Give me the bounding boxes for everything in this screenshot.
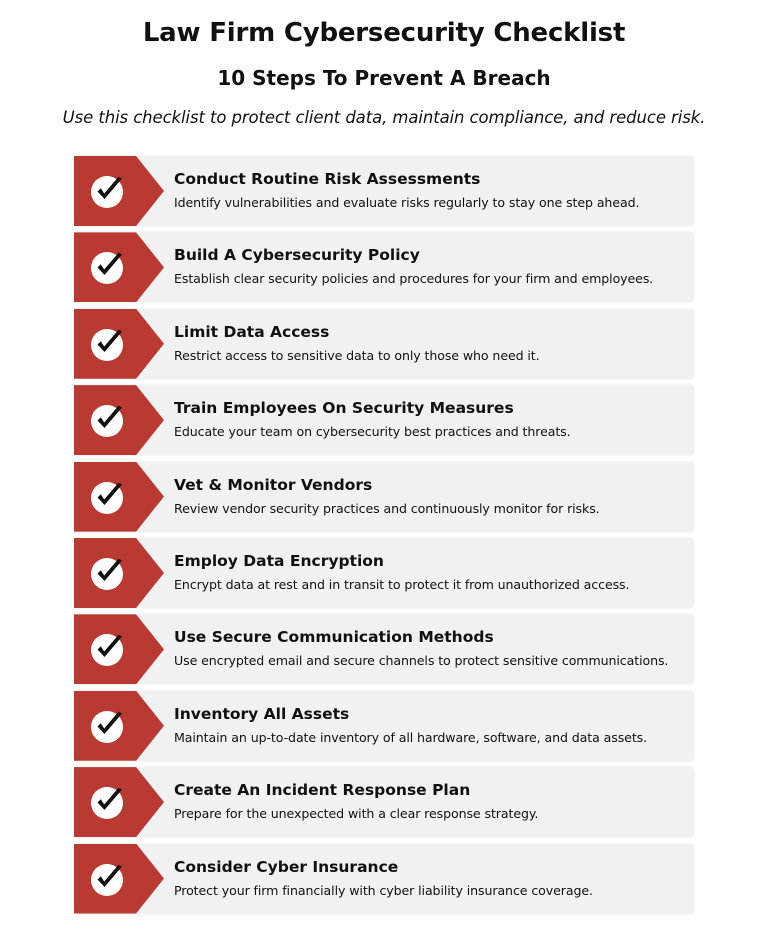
page-subtitle: 10 Steps To Prevent A Breach (217, 66, 551, 90)
check-icon (90, 328, 124, 362)
item-badge (74, 385, 164, 455)
checklist-item (74, 767, 694, 837)
item-title: Vet & Monitor Vendors (174, 475, 373, 494)
item-description: Establish clear security policies and procedures for your firm and employees. (174, 271, 654, 287)
checklist-item (74, 462, 694, 532)
check-icon (90, 175, 124, 209)
item-description: Prepare for the unexpected with a clear response strategy. (174, 806, 539, 822)
item-title: Employ Data Encryption (174, 551, 384, 570)
item-description: Review vendor security practices and continuously monitor for risks. (174, 500, 600, 516)
item-description: Protect your firm financially with cyber liability insurance coverage. (174, 882, 593, 898)
item-badge (74, 156, 164, 226)
item-title: Consider Cyber Insurance (174, 857, 399, 876)
item-title: Limit Data Access (174, 322, 330, 341)
item-title: Create An Incident Response Plan (174, 781, 471, 800)
item-title: Inventory All Assets (174, 704, 350, 723)
checklist (74, 156, 694, 920)
intro-text: Use this checklist to protect client data, maintain compliance, and reduce risk. (62, 108, 706, 127)
item-description: Restrict access to sensitive data to only those who need it. (174, 347, 540, 363)
item-badge (74, 614, 164, 684)
item-badge (74, 462, 164, 532)
item-description: Encrypt data at rest and in transit to protect it from unauthorized access. (174, 576, 630, 592)
check-icon (90, 863, 124, 897)
checklist-item (74, 614, 694, 684)
checklist-item (74, 691, 694, 761)
check-icon (90, 633, 124, 667)
item-description: Use encrypted email and secure channels to protect sensitive communications. (174, 653, 669, 669)
check-icon (90, 481, 124, 515)
item-description: Maintain an up-to-date inventory of all hardware, software, and data assets. (174, 729, 648, 745)
item-badge (74, 538, 164, 608)
check-icon (90, 710, 124, 744)
check-icon (90, 251, 124, 285)
checklist-item (74, 844, 694, 914)
item-badge (74, 232, 164, 302)
checklist-item (74, 538, 694, 608)
page-title: Law Firm Cybersecurity Checklist (142, 18, 626, 48)
item-description: Educate your team on cybersecurity best practices and threats. (174, 424, 571, 440)
item-title: Use Secure Communication Methods (174, 628, 494, 647)
item-title: Build A Cybersecurity Policy (174, 246, 420, 265)
checklist-item (74, 232, 694, 302)
item-badge (74, 309, 164, 379)
check-icon (90, 404, 124, 438)
checklist-item (74, 385, 694, 455)
check-icon (90, 557, 124, 591)
item-badge (74, 767, 164, 837)
checklist-item (74, 309, 694, 379)
item-title: Train Employees On Security Measures (174, 399, 514, 418)
checklist-item (74, 156, 694, 226)
item-title: Conduct Routine Risk Assessments (174, 170, 481, 188)
item-badge (74, 844, 164, 914)
check-icon (90, 786, 124, 820)
item-badge (74, 691, 164, 761)
item-description: Identify vulnerabilities and evaluate risks regularly to stay one step ahead. (174, 195, 640, 210)
